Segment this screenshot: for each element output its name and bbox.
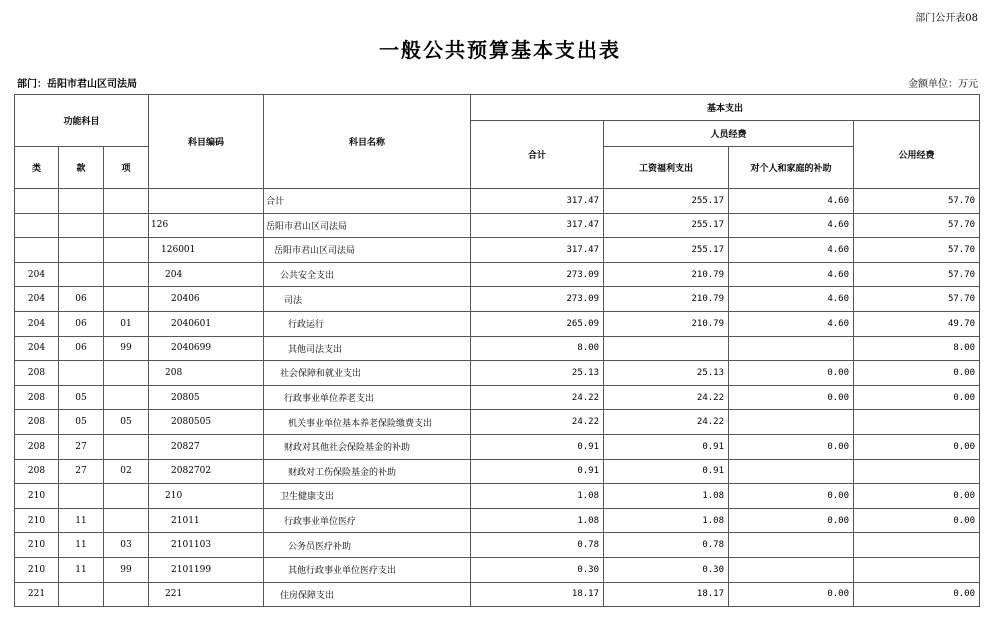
header-xiang: 项 bbox=[104, 147, 149, 189]
cell-lei: 210 bbox=[15, 484, 59, 509]
table-row bbox=[15, 434, 980, 459]
cell-lei: 208 bbox=[15, 410, 59, 435]
cell-public: 8.00 bbox=[854, 336, 980, 361]
cell-kuan bbox=[59, 361, 104, 386]
cell-kuan: 11 bbox=[59, 533, 104, 558]
cell-public: 0.00 bbox=[854, 582, 980, 607]
cell-name: 行政运行 bbox=[264, 311, 471, 336]
cell-name: 财政对工伤保险基金的补助 bbox=[264, 459, 471, 484]
cell-xiang bbox=[104, 189, 149, 214]
cell-wages: 0.91 bbox=[604, 434, 729, 459]
header-kuan: 款 bbox=[59, 147, 104, 189]
table-row bbox=[15, 582, 980, 607]
cell-total: 317.47 bbox=[471, 189, 604, 214]
form-number: 部门公开表08 bbox=[915, 13, 978, 24]
cell-code: 20406 bbox=[149, 287, 264, 312]
cell-subsidy: 4.60 bbox=[729, 189, 854, 214]
budget-table bbox=[14, 94, 980, 607]
table-row bbox=[15, 262, 980, 287]
cell-name: 其他司法支出 bbox=[264, 336, 471, 361]
cell-subsidy: 0.00 bbox=[729, 434, 854, 459]
cell-name: 合计 bbox=[264, 189, 471, 214]
cell-subsidy: 0.00 bbox=[729, 385, 854, 410]
cell-total: 0.91 bbox=[471, 434, 604, 459]
header-name: 科目名称 bbox=[264, 95, 471, 189]
cell-kuan: 06 bbox=[59, 287, 104, 312]
cell-xiang bbox=[104, 434, 149, 459]
cell-name: 行政事业单位医疗 bbox=[264, 508, 471, 533]
cell-public bbox=[854, 410, 980, 435]
cell-kuan bbox=[59, 189, 104, 214]
cell-kuan bbox=[59, 582, 104, 607]
cell-wages: 1.08 bbox=[604, 484, 729, 509]
cell-xiang bbox=[104, 508, 149, 533]
cell-subsidy: 4.60 bbox=[729, 311, 854, 336]
table-row bbox=[15, 410, 980, 435]
cell-xiang: 02 bbox=[104, 459, 149, 484]
header-personnel: 人员经费 bbox=[604, 121, 854, 147]
cell-xiang bbox=[104, 213, 149, 238]
cell-code: 20827 bbox=[149, 434, 264, 459]
table-row bbox=[15, 311, 980, 336]
unit-label: 金额单位：万元 bbox=[908, 79, 978, 90]
cell-name: 财政对其他社会保险基金的补助 bbox=[264, 434, 471, 459]
header-func-subject: 功能科目 bbox=[15, 95, 149, 147]
cell-total: 0.78 bbox=[471, 533, 604, 558]
table-row bbox=[15, 533, 980, 558]
cell-subsidy bbox=[729, 533, 854, 558]
table-row bbox=[15, 213, 980, 238]
cell-public: 57.70 bbox=[854, 262, 980, 287]
cell-name: 公共安全支出 bbox=[264, 262, 471, 287]
cell-subsidy bbox=[729, 459, 854, 484]
cell-public: 49.70 bbox=[854, 311, 980, 336]
cell-subsidy: 4.60 bbox=[729, 213, 854, 238]
table-row bbox=[15, 336, 980, 361]
cell-name: 卫生健康支出 bbox=[264, 484, 471, 509]
cell-kuan: 06 bbox=[59, 311, 104, 336]
cell-total: 0.30 bbox=[471, 557, 604, 582]
cell-code bbox=[149, 189, 264, 214]
table-header bbox=[15, 95, 980, 189]
cell-total: 273.09 bbox=[471, 287, 604, 312]
header-subsidy: 对个人和家庭的补助 bbox=[729, 147, 854, 189]
table-row bbox=[15, 557, 980, 582]
cell-name: 住房保障支出 bbox=[264, 582, 471, 607]
cell-public: 57.70 bbox=[854, 287, 980, 312]
table-row bbox=[15, 508, 980, 533]
cell-subsidy: 0.00 bbox=[729, 582, 854, 607]
cell-public bbox=[854, 557, 980, 582]
cell-subsidy: 4.60 bbox=[729, 262, 854, 287]
cell-kuan: 06 bbox=[59, 336, 104, 361]
cell-kuan bbox=[59, 484, 104, 509]
cell-code: 2101103 bbox=[149, 533, 264, 558]
table-body bbox=[15, 189, 980, 607]
cell-public bbox=[854, 533, 980, 558]
cell-name: 社会保障和就业支出 bbox=[264, 361, 471, 386]
cell-lei: 208 bbox=[15, 459, 59, 484]
cell-code: 2040601 bbox=[149, 311, 264, 336]
cell-code: 126001 bbox=[149, 238, 264, 263]
cell-xiang: 99 bbox=[104, 336, 149, 361]
cell-code: 126 bbox=[149, 213, 264, 238]
cell-public: 57.70 bbox=[854, 213, 980, 238]
cell-wages: 210.79 bbox=[604, 287, 729, 312]
cell-xiang bbox=[104, 238, 149, 263]
cell-xiang bbox=[104, 361, 149, 386]
cell-code: 21011 bbox=[149, 508, 264, 533]
cell-xiang bbox=[104, 385, 149, 410]
cell-code: 2082702 bbox=[149, 459, 264, 484]
header-code: 科目编码 bbox=[149, 95, 264, 189]
cell-lei: 210 bbox=[15, 533, 59, 558]
cell-code: 221 bbox=[149, 582, 264, 607]
cell-total: 18.17 bbox=[471, 582, 604, 607]
cell-total: 1.08 bbox=[471, 484, 604, 509]
cell-total: 8.00 bbox=[471, 336, 604, 361]
cell-wages: 255.17 bbox=[604, 213, 729, 238]
table-row bbox=[15, 484, 980, 509]
page-title: 一般公共预算基本支出表 bbox=[379, 38, 621, 62]
cell-total: 317.47 bbox=[471, 238, 604, 263]
cell-kuan: 11 bbox=[59, 557, 104, 582]
cell-public: 0.00 bbox=[854, 484, 980, 509]
cell-lei bbox=[15, 189, 59, 214]
cell-code: 208 bbox=[149, 361, 264, 386]
header-wages: 工资福利支出 bbox=[604, 147, 729, 189]
cell-public bbox=[854, 459, 980, 484]
cell-lei: 208 bbox=[15, 361, 59, 386]
cell-kuan bbox=[59, 213, 104, 238]
cell-code: 204 bbox=[149, 262, 264, 287]
cell-total: 273.09 bbox=[471, 262, 604, 287]
cell-subsidy: 0.00 bbox=[729, 361, 854, 386]
cell-lei: 204 bbox=[15, 311, 59, 336]
cell-wages: 255.17 bbox=[604, 189, 729, 214]
cell-total: 0.91 bbox=[471, 459, 604, 484]
header-basic: 基本支出 bbox=[471, 95, 980, 121]
cell-lei: 204 bbox=[15, 287, 59, 312]
cell-xiang bbox=[104, 287, 149, 312]
header-public: 公用经费 bbox=[854, 121, 980, 189]
cell-public: 57.70 bbox=[854, 189, 980, 214]
cell-name: 公务员医疗补助 bbox=[264, 533, 471, 558]
cell-lei: 204 bbox=[15, 336, 59, 361]
cell-lei: 204 bbox=[15, 262, 59, 287]
cell-subsidy: 0.00 bbox=[729, 508, 854, 533]
cell-public: 0.00 bbox=[854, 508, 980, 533]
cell-subsidy: 4.60 bbox=[729, 287, 854, 312]
cell-xiang bbox=[104, 582, 149, 607]
cell-kuan: 05 bbox=[59, 410, 104, 435]
cell-xiang bbox=[104, 262, 149, 287]
cell-wages: 210.79 bbox=[604, 311, 729, 336]
cell-subsidy bbox=[729, 336, 854, 361]
table-row bbox=[15, 459, 980, 484]
cell-xiang: 05 bbox=[104, 410, 149, 435]
cell-kuan: 05 bbox=[59, 385, 104, 410]
table-row bbox=[15, 238, 980, 263]
cell-kuan: 11 bbox=[59, 508, 104, 533]
cell-name: 岳阳市君山区司法局 bbox=[264, 238, 471, 263]
cell-xiang bbox=[104, 484, 149, 509]
cell-public: 57.70 bbox=[854, 238, 980, 263]
cell-total: 24.22 bbox=[471, 410, 604, 435]
cell-code: 2101199 bbox=[149, 557, 264, 582]
cell-public: 0.00 bbox=[854, 434, 980, 459]
cell-xiang: 01 bbox=[104, 311, 149, 336]
cell-wages: 18.17 bbox=[604, 582, 729, 607]
cell-total: 24.22 bbox=[471, 385, 604, 410]
cell-wages: 1.08 bbox=[604, 508, 729, 533]
header-total: 合计 bbox=[471, 121, 604, 189]
cell-xiang: 03 bbox=[104, 533, 149, 558]
cell-name: 司法 bbox=[264, 287, 471, 312]
cell-subsidy bbox=[729, 410, 854, 435]
cell-subsidy: 4.60 bbox=[729, 238, 854, 263]
cell-wages: 210.79 bbox=[604, 262, 729, 287]
table-row bbox=[15, 189, 980, 214]
cell-wages: 25.13 bbox=[604, 361, 729, 386]
department-label: 部门：岳阳市君山区司法局 bbox=[17, 79, 137, 90]
cell-lei: 208 bbox=[15, 385, 59, 410]
table-row bbox=[15, 361, 980, 386]
cell-name: 行政事业单位养老支出 bbox=[264, 385, 471, 410]
cell-subsidy: 0.00 bbox=[729, 484, 854, 509]
cell-wages: 0.30 bbox=[604, 557, 729, 582]
cell-lei: 210 bbox=[15, 508, 59, 533]
cell-wages bbox=[604, 336, 729, 361]
cell-code: 2080505 bbox=[149, 410, 264, 435]
cell-code: 210 bbox=[149, 484, 264, 509]
cell-public: 0.00 bbox=[854, 361, 980, 386]
table-row bbox=[15, 287, 980, 312]
cell-total: 1.08 bbox=[471, 508, 604, 533]
cell-kuan bbox=[59, 262, 104, 287]
cell-kuan: 27 bbox=[59, 434, 104, 459]
cell-subsidy bbox=[729, 557, 854, 582]
cell-name: 岳阳市君山区司法局 bbox=[264, 213, 471, 238]
cell-wages: 24.22 bbox=[604, 385, 729, 410]
cell-total: 317.47 bbox=[471, 213, 604, 238]
cell-name: 机关事业单位基本养老保险缴费支出 bbox=[264, 410, 471, 435]
cell-wages: 0.91 bbox=[604, 459, 729, 484]
cell-lei: 210 bbox=[15, 557, 59, 582]
cell-kuan bbox=[59, 238, 104, 263]
cell-wages: 0.78 bbox=[604, 533, 729, 558]
cell-name: 其他行政事业单位医疗支出 bbox=[264, 557, 471, 582]
cell-code: 2040699 bbox=[149, 336, 264, 361]
cell-wages: 255.17 bbox=[604, 238, 729, 263]
header-lei: 类 bbox=[15, 147, 59, 189]
cell-xiang: 99 bbox=[104, 557, 149, 582]
cell-public: 0.00 bbox=[854, 385, 980, 410]
cell-total: 265.09 bbox=[471, 311, 604, 336]
cell-lei: 221 bbox=[15, 582, 59, 607]
cell-lei bbox=[15, 213, 59, 238]
cell-lei: 208 bbox=[15, 434, 59, 459]
cell-lei bbox=[15, 238, 59, 263]
cell-wages: 24.22 bbox=[604, 410, 729, 435]
cell-total: 25.13 bbox=[471, 361, 604, 386]
cell-kuan: 27 bbox=[59, 459, 104, 484]
cell-code: 20805 bbox=[149, 385, 264, 410]
table-row bbox=[15, 385, 980, 410]
